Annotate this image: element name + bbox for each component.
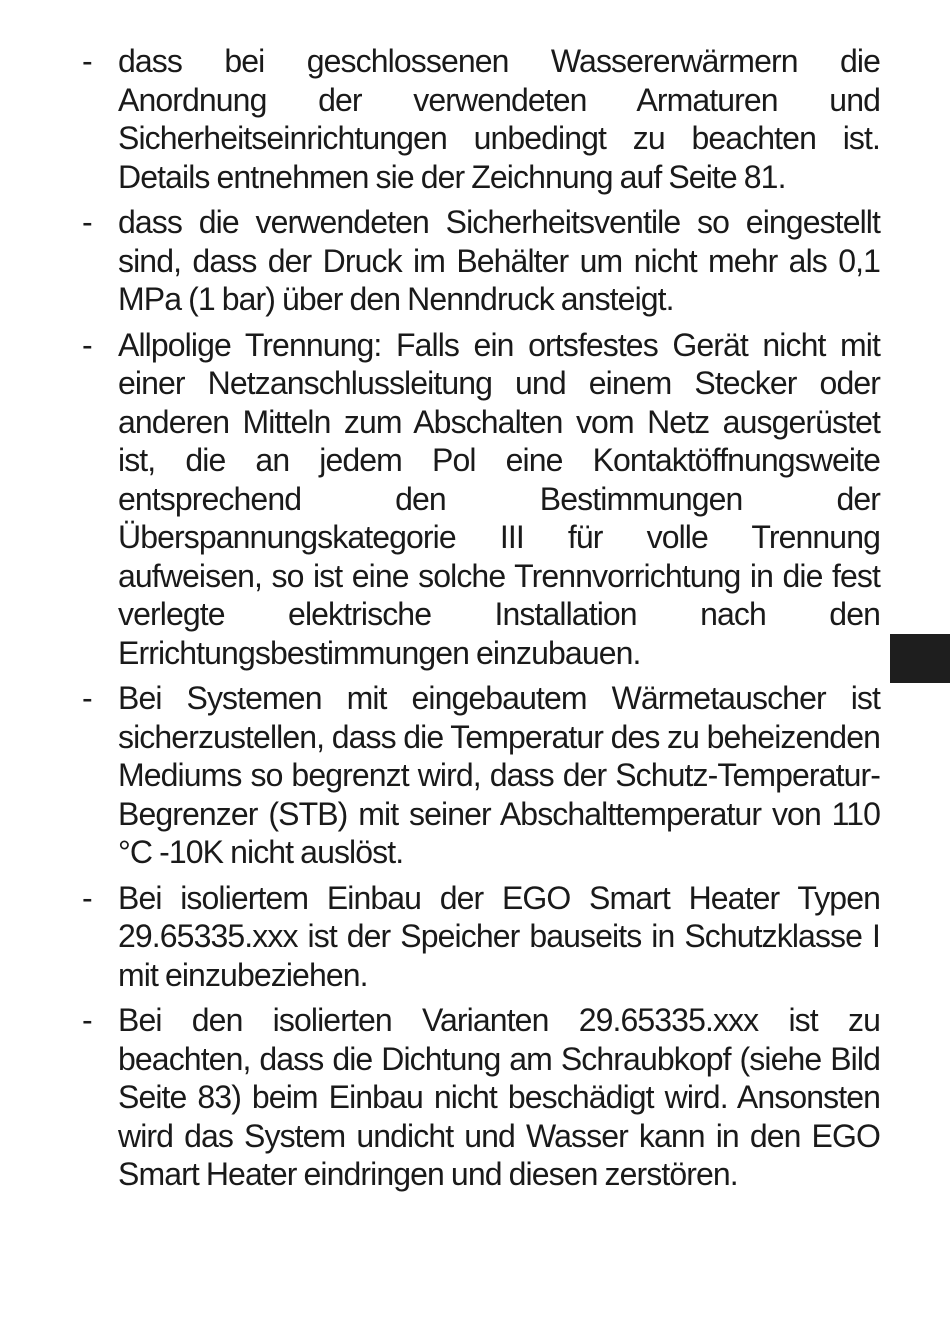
chapter-tab-marker — [890, 634, 950, 683]
bullet-dash: - — [82, 43, 92, 79]
list-item-text: Bei Systemen mit eingebautem Wärmetauscher ist sicherzustellen, dass die Temperatur des zu beheizenden Mediums so begrenzt wird, dass der Schutz-Temperatur-Begrenzer (STB) mit seiner Abschalttemperatur von 110 °C -10K nicht auslöst. — [118, 680, 880, 870]
bullet-dash: - — [82, 1002, 92, 1038]
list-item — [78, 879, 880, 995]
bullet-dash: - — [82, 326, 92, 363]
list-item — [78, 1001, 880, 1194]
bullet-dash: - — [82, 680, 92, 716]
bullet-dash: - — [82, 204, 92, 240]
instruction-list — [78, 42, 880, 1201]
list-item-text: Bei isoliertem Einbau der EGO Smart Heater Typen 29.65335.xxx ist der Speicher bauseits in Schutzklasse I mit einzubeziehen. — [118, 879, 880, 993]
bullet-dash: - — [82, 879, 92, 916]
list-item — [78, 203, 880, 319]
list-item — [78, 42, 880, 196]
list-item-text: dass die verwendeten Sicherheitsventile so eingestellt sind, dass der Druck im Behälter um nicht mehr als 0,1 MPa (1 bar) über den Nenndruck ansteigt. — [118, 204, 880, 317]
list-item-text: Allpolige Trennung: Falls ein ortsfestes Gerät nicht mit einer Netzanschlussleitung und einem Stecker oder anderen Mitteln zum Abschalten vom Netz ausgerüstet ist, die an jedem Pol eine Kontaktöffnungsweite entsprechend den Bestimmungen der Überspannungskategorie III für volle Trennung aufweisen, so ist eine solche Trennvorrichtung in die fest verlegte elektrische Installation nach den Errichtungsbestimmungen einzubauen. — [118, 326, 880, 671]
list-item-text: Bei den isolierten Varianten 29.65335.xxx ist zu beachten, dass die Dichtung am Schraubkopf (siehe Bild Seite 83) beim Einbau nicht beschädigt wird. Ansonsten wird das System undicht und Wasser kann in den EGO Smart Heater eindringen und diesen zerstören. — [118, 1002, 880, 1192]
list-item — [78, 679, 880, 872]
list-item-text: dass bei geschlossenen Wassererwärmern die Anordnung der verwendeten Armaturen und Sicherheitseinrichtungen unbedingt zu beachten ist. Details entnehmen sie der Zeichnung auf Seite 81. — [118, 43, 880, 195]
list-item — [78, 326, 880, 673]
